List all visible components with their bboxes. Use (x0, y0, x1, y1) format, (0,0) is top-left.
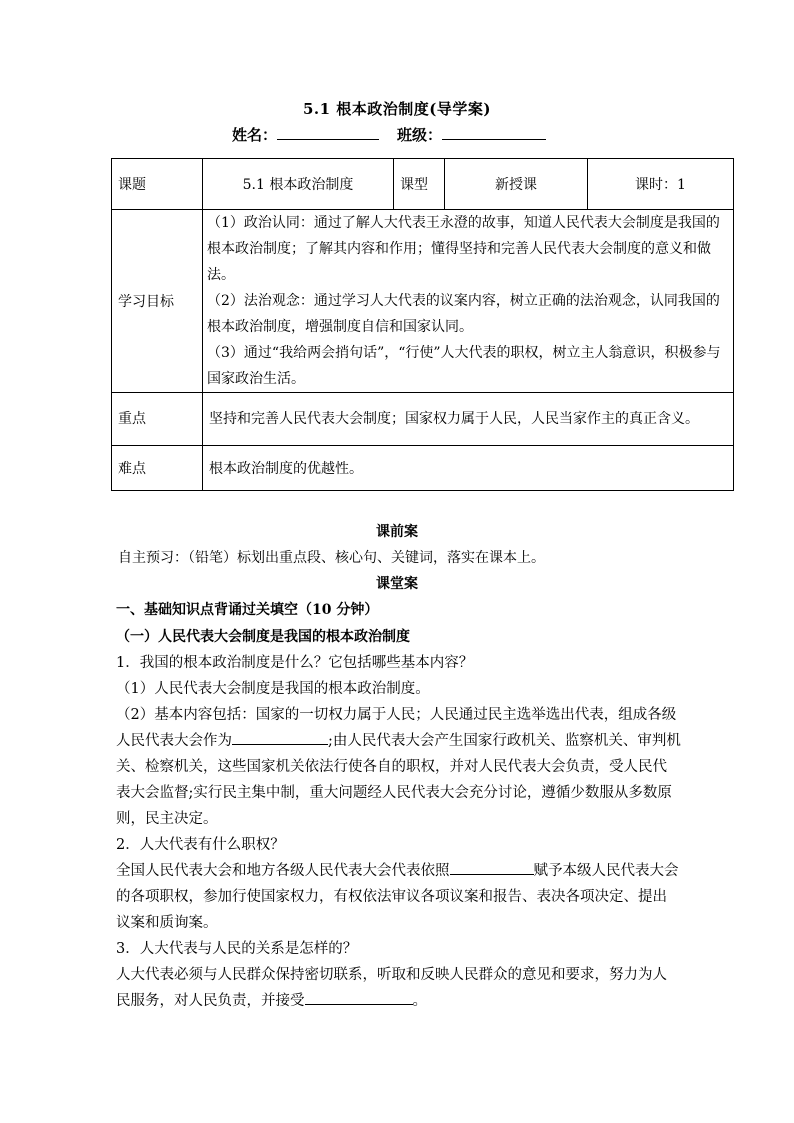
fill-blank[interactable] (232, 730, 328, 745)
question-3: 3．人大代表与人民的关系是怎样的？ (116, 941, 358, 957)
lesson-info-table (111, 158, 734, 491)
answer-text: 赋予本级人民代表大会的各项职权，参加行使国家权力，有权依法审议各项议案和报告、表决各项决定、提出议案和质询案。 (116, 863, 679, 931)
section-heading: 一、基础知识点背诵过关填空（10 分钟） (116, 602, 379, 618)
key-label: 重点 (112, 393, 203, 446)
answer-text: 。 (412, 993, 427, 1009)
difficulty-value: 根本政治制度的优越性。 (203, 446, 734, 491)
answer-1-2 (116, 702, 681, 832)
name-class-line (232, 124, 546, 145)
page-title: 5.1 根本政治制度(导学案) (302, 100, 491, 118)
table-row (112, 446, 734, 491)
answer-3 (116, 962, 681, 1014)
table-row (112, 159, 734, 210)
fill-blank[interactable] (450, 860, 534, 875)
name-blank (277, 125, 379, 140)
answer-text: （2）基本内容包括：国家的一切权力属于人民；人民通过民主选举选出代表，组成各级人民代表大会作为 (116, 707, 677, 749)
self-study-line: 自主预习：（铅笔）标划出重点段、核心句、关键词，落实在课本上。 (118, 550, 545, 566)
type-value: 新授课 (445, 159, 588, 210)
subsection-heading: （一）人民代表大会制度是我国的根本政治制度 (116, 629, 410, 645)
answer-text: 人大代表必须与人民群众保持密切联系，听取和反映人民群众的意见和要求，努力为人民服务，对人民负责，并接受 (116, 967, 667, 1009)
name-label: 姓名： (232, 126, 278, 144)
table-row (112, 393, 734, 446)
key-value: 坚持和完善人民代表大会制度；国家权力属于人民，人民当家作主的真正含义。 (203, 393, 734, 446)
answer-2 (116, 858, 681, 936)
question-2: 2．人大代表有什么职权？ (116, 837, 285, 853)
pre-class-heading: 课前案 (376, 524, 418, 540)
content-body (116, 650, 681, 1014)
answer-text: 全国人民代表大会和地方各级人民代表大会代表依照 (116, 863, 450, 879)
goal-item: （1）政治认同：通过了解人大代表王永澄的故事，知道人民代表大会制度是我国的根本政治制度；了解其内容和作用；懂得坚持和完善人民代表大会制度的意义和做法。 (207, 215, 720, 283)
table-row (112, 210, 734, 393)
answer-1-1: （1）人民代表大会制度是我国的根本政治制度。 (116, 681, 430, 697)
difficulty-label: 难点 (112, 446, 203, 491)
goal-content (203, 210, 734, 393)
course-value: 5.1 根本政治制度 (203, 159, 394, 210)
goal-label: 学习目标 (112, 210, 203, 393)
fill-blank[interactable] (305, 990, 413, 1005)
goal-item: （2）法治观念：通过学习人大代表的议案内容，树立正确的法治观念，认同我国的根本政治制度，增强制度自信和国家认同。 (207, 293, 720, 335)
course-label: 课题 (112, 159, 203, 210)
hours-value: 课时：1 (588, 159, 734, 210)
class-blank (442, 125, 546, 140)
answer-text: ;由人民代表大会产生国家行政机关、监察机关、审判机关、检察机关，这些国家机关依法行使各自的职权，并对人民代表大会负责，受人民代表大会监督;实行民主集中制，重大问题经人民代表大会充分讨论，遵循少数服从多数原则，民主决定。 (116, 733, 681, 827)
type-label: 课型 (394, 159, 445, 210)
in-class-heading: 课堂案 (376, 576, 418, 592)
question-1: 1．我国的根本政治制度是什么？它包括哪些基本内容？ (116, 655, 474, 671)
class-label: 班级： (397, 126, 443, 144)
goal-item: （3）通过“我给两会捎句话”，“行使”人大代表的职权，树立主人翁意识，积极参与国家政治生活。 (207, 345, 721, 387)
